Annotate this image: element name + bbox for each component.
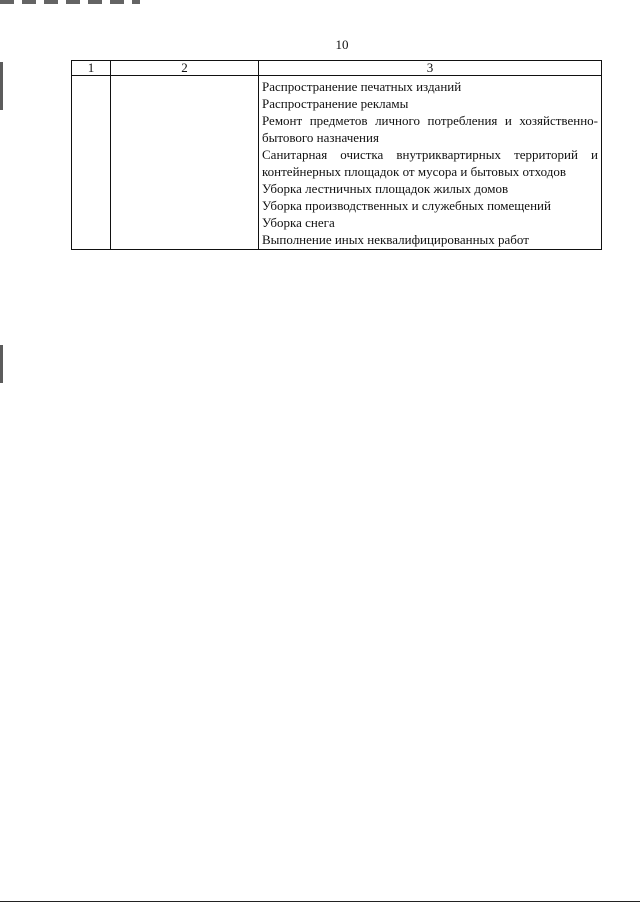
activity-entry: Распространение рекламы: [262, 96, 409, 111]
table-header-row: [72, 61, 602, 76]
activity-table: [71, 60, 602, 250]
scan-artifact-left: [0, 62, 3, 110]
scan-artifact-left: [0, 345, 3, 383]
column-header-1: 1: [72, 61, 111, 76]
table-cell-col2: [111, 76, 259, 250]
activity-entry: Уборка лестничных площадок жилых домов: [262, 181, 509, 196]
scan-artifact-bottom: [0, 901, 640, 902]
table-cell-col1: [72, 76, 111, 250]
column-header-3: 3: [259, 61, 602, 76]
table-cell-col3: [259, 76, 602, 250]
activity-entry: Санитарная очистка внутриквартирных территорий и контейнерных площадок от мусора и бытовых отходов: [262, 147, 598, 179]
scan-artifact-top: [0, 0, 140, 4]
column-header-2: 2: [111, 61, 259, 76]
page-number: 10: [335, 37, 349, 52]
activity-entry: Выполнение иных неквалифицированных работ: [262, 232, 529, 247]
table-row: [72, 76, 602, 250]
activity-entry: Уборка снега: [262, 215, 335, 230]
activity-entry: Ремонт предметов личного потребления и хозяйственно-бытового назначения: [262, 113, 598, 145]
activity-entry: Распространение печатных изданий: [262, 79, 462, 94]
activity-entry: Уборка производственных и служебных помещений: [262, 198, 551, 213]
